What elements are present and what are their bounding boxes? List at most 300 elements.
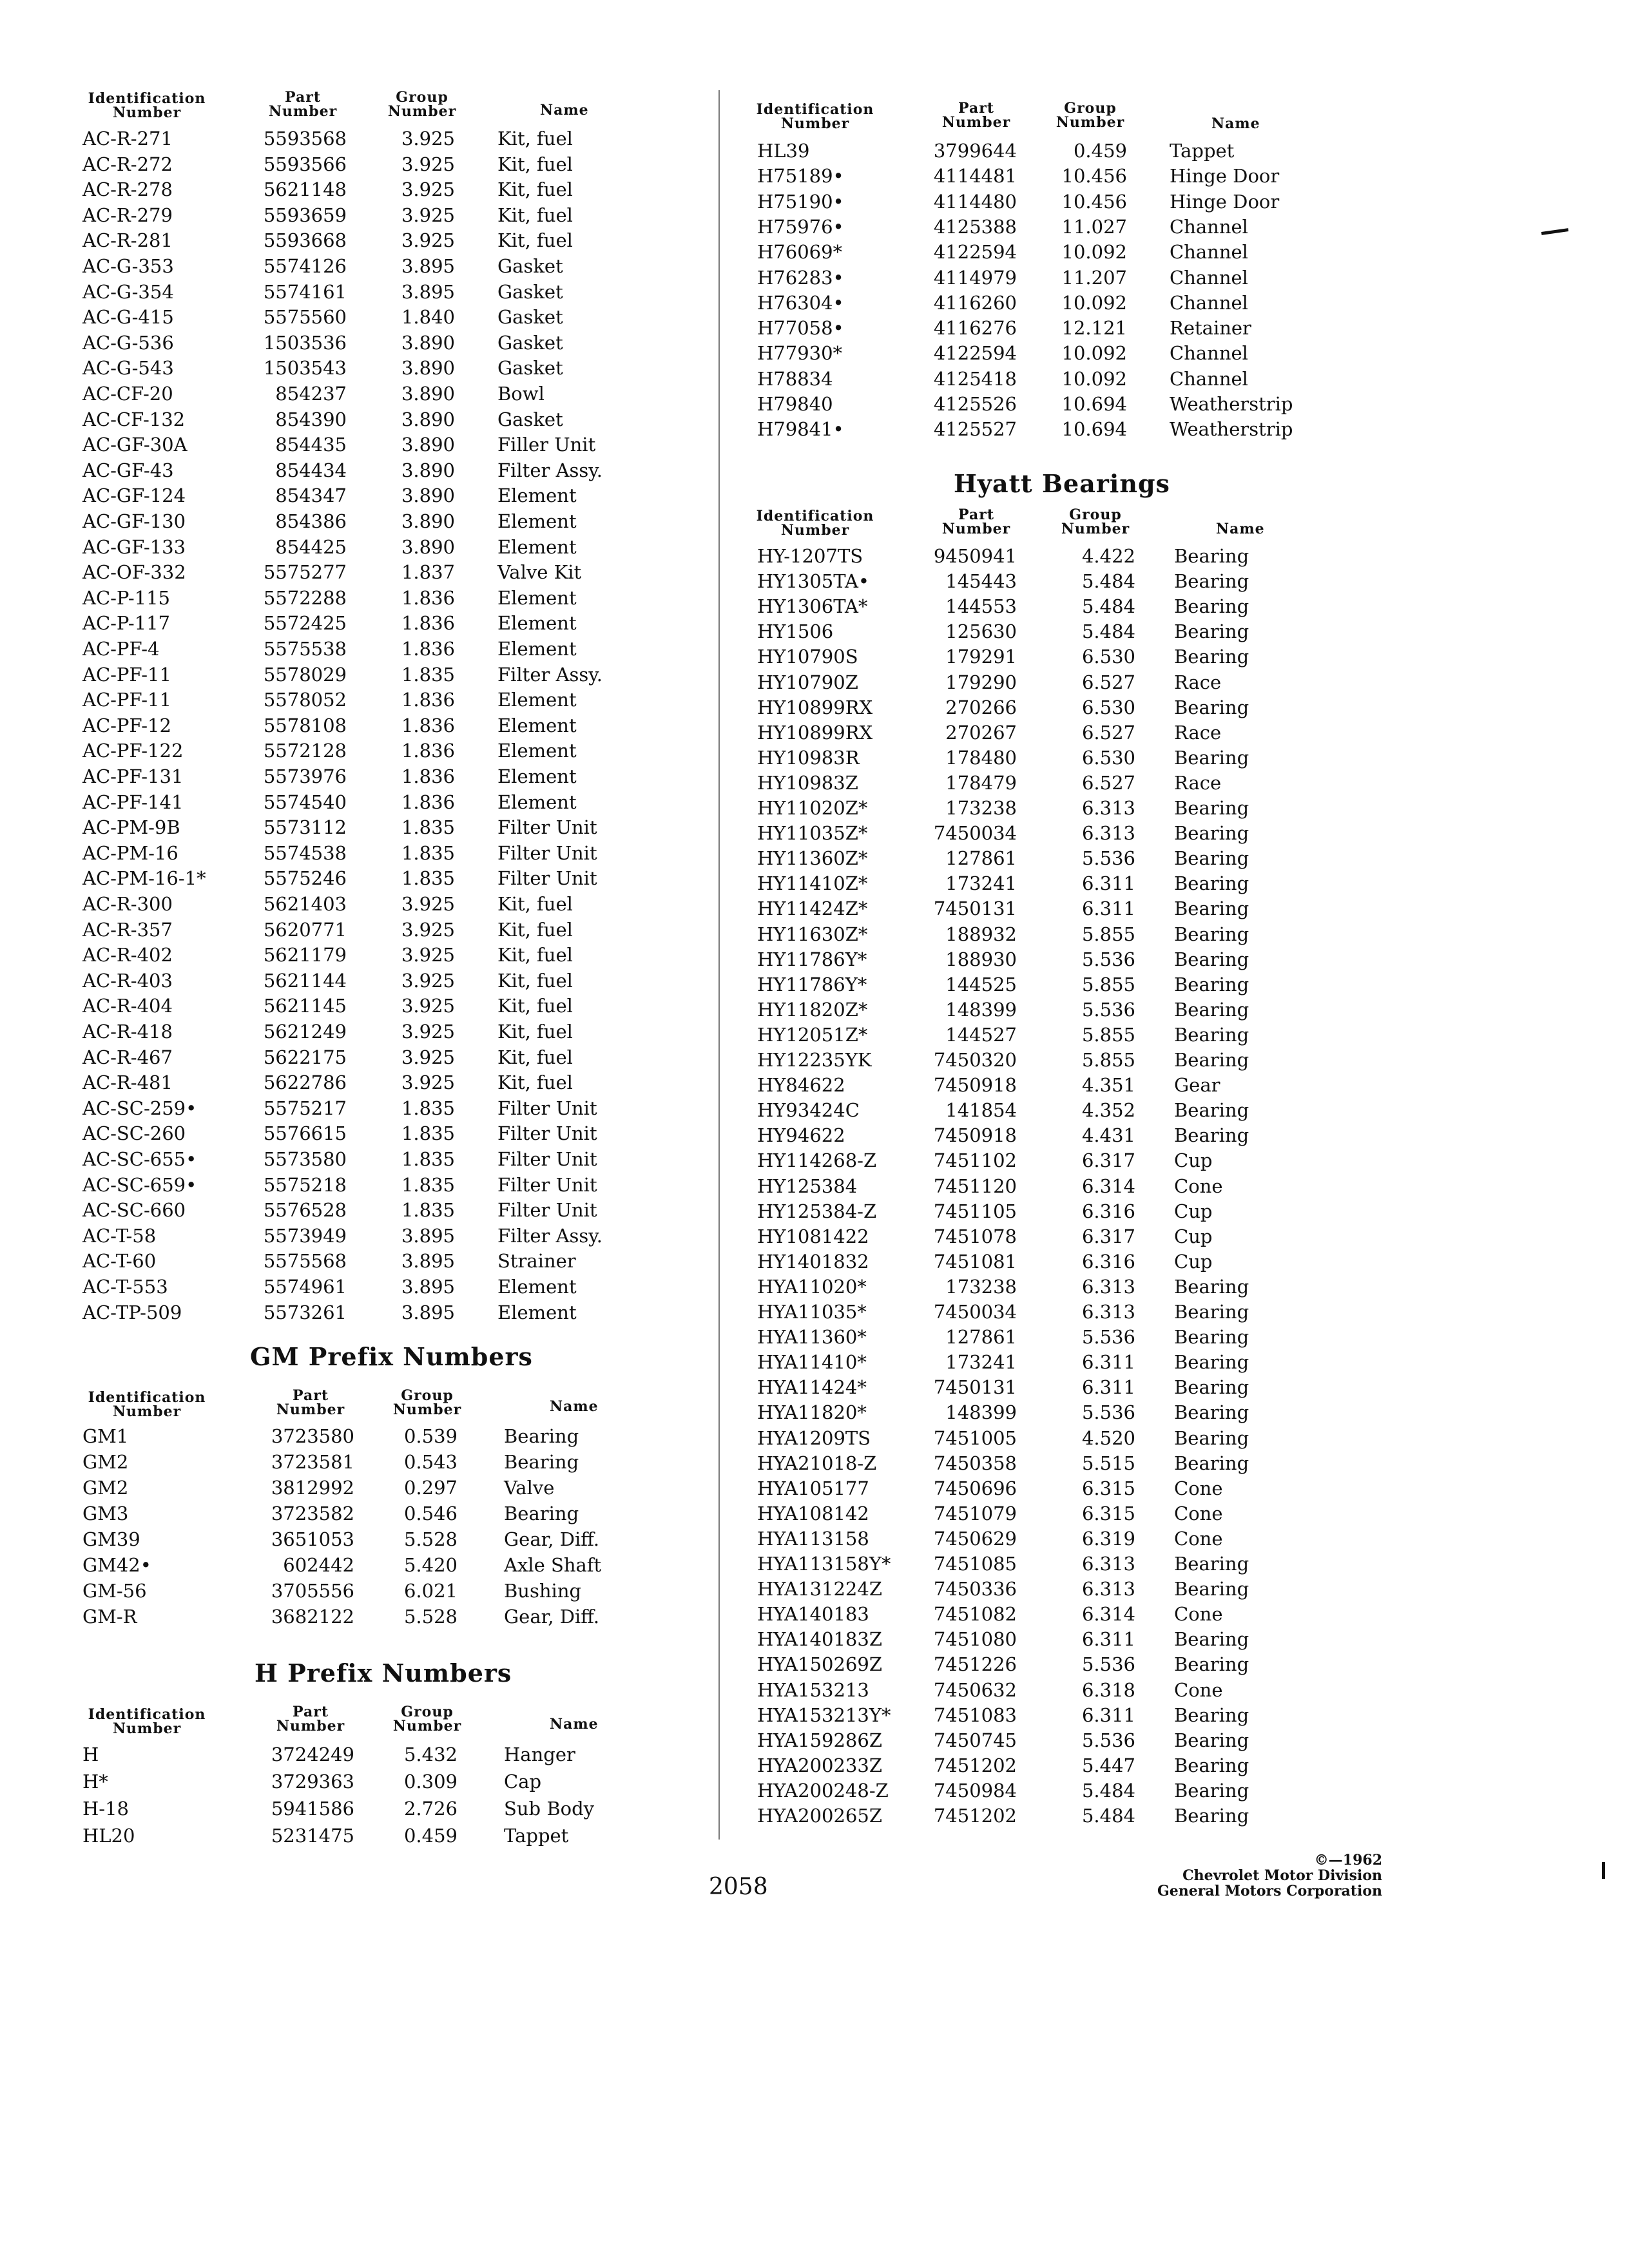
cell-group: 1.835 <box>401 1173 455 1196</box>
cell-part: 5575568 <box>263 1250 347 1273</box>
cell-name: Cone <box>1174 1477 1223 1499</box>
table-row <box>741 796 1385 820</box>
cell-group: 3.890 <box>401 357 455 380</box>
cell-group: 0.309 <box>403 1771 458 1792</box>
cell-name: Bearing <box>1174 545 1249 567</box>
cell-name: Element <box>497 765 577 787</box>
cell-group: 5.536 <box>1081 1729 1135 1751</box>
cell-id: AC-R-403 <box>82 969 173 992</box>
cell-id: HY10899RX <box>757 721 873 744</box>
cell-group: 6.021 <box>403 1580 458 1602</box>
cell-name: Filter Unit <box>497 1097 597 1119</box>
cell-group: 3.895 <box>401 1276 455 1298</box>
cell-name: Bearing <box>1174 1754 1249 1776</box>
table-row <box>0 1070 644 1095</box>
cell-name: Retainer <box>1170 317 1251 340</box>
cell-name: Filter Unit <box>497 1148 597 1170</box>
cell-group: 5.484 <box>1081 1779 1135 1802</box>
cell-group: 6.313 <box>1081 1553 1135 1575</box>
table-row <box>0 790 644 814</box>
table-row <box>741 1577 1385 1601</box>
cell-group: 10.694 <box>1061 418 1127 441</box>
cell-name: Bushing <box>504 1580 582 1602</box>
cell-name: Weatherstrip <box>1170 418 1293 441</box>
cell-group: 12.121 <box>1061 317 1127 340</box>
cell-name: Bearing <box>1174 1351 1249 1374</box>
cell-name: Kit, fuel <box>497 1046 573 1068</box>
table-row <box>741 846 1385 870</box>
cell-part: 5578029 <box>263 663 347 686</box>
cell-group: 6.316 <box>1081 1200 1135 1222</box>
cell-id: HY93424C <box>757 1099 860 1122</box>
cell-id: H76069* <box>757 241 843 264</box>
cell-id: HY11020Z* <box>757 797 868 819</box>
cell-group: 5.536 <box>1081 1401 1135 1424</box>
cell-group: 1.835 <box>401 867 455 890</box>
cell-part: 3723580 <box>271 1425 354 1447</box>
cell-id: HYA153213 <box>757 1678 869 1701</box>
header-name: Name <box>1216 521 1265 537</box>
cell-name: Channel <box>1170 367 1248 390</box>
cell-group: 1.836 <box>401 791 455 813</box>
cell-group: 5.855 <box>1081 1049 1135 1071</box>
cell-part: 5593668 <box>263 229 347 252</box>
table-row <box>0 254 644 278</box>
cell-part: 141854 <box>945 1099 1017 1122</box>
cell-name: Bearing <box>1174 1099 1249 1122</box>
cell-id: AC-PF-12 <box>82 714 171 736</box>
cell-name: Gasket <box>497 280 563 303</box>
table-row <box>0 1475 644 1500</box>
table-row <box>0 586 644 610</box>
cell-part: 5621145 <box>263 995 347 1017</box>
cell-part: 270267 <box>945 721 1017 744</box>
cell-name: Bearing <box>1174 822 1249 845</box>
cell-id: HY1305TA• <box>757 570 870 593</box>
cell-name: Bearing <box>1174 1553 1249 1575</box>
cell-id: HYA200248-Z <box>757 1779 889 1802</box>
cell-group: 3.925 <box>401 1021 455 1043</box>
cell-name: Bearing <box>1174 1578 1249 1600</box>
cell-id: HY11035Z* <box>757 822 868 845</box>
table-row <box>0 535 644 559</box>
cell-id: HYA140183Z <box>757 1628 882 1651</box>
cell-id: AC-PM-9B <box>82 816 180 839</box>
cell-group: 5.420 <box>403 1554 458 1576</box>
cell-group: 3.925 <box>401 893 455 915</box>
cell-group: 6.314 <box>1081 1175 1135 1197</box>
cell-group: 3.895 <box>401 280 455 303</box>
table-row <box>0 687 644 712</box>
cell-group: 1.840 <box>401 306 455 329</box>
cell-id: AC-R-467 <box>82 1046 173 1068</box>
header-name: Name <box>550 1716 599 1733</box>
cell-part: 5574538 <box>263 841 347 864</box>
cell-part: 5573261 <box>263 1301 347 1323</box>
cell-part: 173238 <box>945 797 1017 819</box>
table-row <box>0 509 644 533</box>
cell-name: Bearing <box>1174 1628 1249 1651</box>
cell-id: HYA153213Y* <box>757 1704 891 1726</box>
cell-part: 3682122 <box>271 1606 354 1628</box>
table-row <box>741 1174 1385 1198</box>
cell-part: 5575217 <box>263 1097 347 1119</box>
cell-id: HY84622 <box>757 1074 845 1097</box>
cell-name: Cup <box>1174 1200 1213 1222</box>
table-row <box>0 994 644 1018</box>
cell-part: 5576615 <box>263 1122 347 1145</box>
cell-group: 5.536 <box>1081 998 1135 1021</box>
cell-id: HY12235YK <box>757 1049 872 1071</box>
cell-group: 4.352 <box>1081 1099 1135 1122</box>
cell-group: 6.313 <box>1081 822 1135 845</box>
table-row <box>0 918 644 942</box>
table-row <box>0 815 644 840</box>
cell-id: HL20 <box>82 1825 135 1847</box>
cell-group: 1.836 <box>401 689 455 711</box>
cell-name: Bearing <box>1174 1049 1249 1071</box>
cell-name: Cone <box>1174 1678 1223 1701</box>
section-title-gm: GM Prefix Numbers <box>250 1342 533 1371</box>
cell-part: 5573949 <box>263 1224 347 1247</box>
cell-part: 144553 <box>945 595 1017 618</box>
cell-part: 7450696 <box>933 1477 1017 1499</box>
copyright-line: ©—1962 <box>1314 1852 1382 1869</box>
cell-group: 10.092 <box>1061 367 1127 390</box>
table-row <box>741 1451 1385 1475</box>
header-identification: Identification Number <box>756 101 874 132</box>
cell-group: 5.528 <box>403 1606 458 1628</box>
cell-name: Cap <box>504 1771 542 1792</box>
table-row <box>0 1300 644 1325</box>
cell-id: HY11786Y* <box>757 948 867 970</box>
table-row <box>741 594 1385 619</box>
table-row <box>741 1501 1385 1526</box>
table-row <box>0 1173 644 1197</box>
cell-group: 1.835 <box>401 663 455 686</box>
cell-id: GM-56 <box>82 1580 147 1602</box>
cell-id: AC-PF-122 <box>82 740 184 762</box>
cell-name: Bearing <box>1174 998 1249 1021</box>
cell-name: Kit, fuel <box>497 204 573 226</box>
cell-name: Channel <box>1170 215 1248 238</box>
cell-name: Bearing <box>1174 620 1249 643</box>
cell-group: 6.319 <box>1081 1527 1135 1550</box>
cell-id: H75976• <box>757 215 844 238</box>
table-row <box>0 356 644 380</box>
table-row <box>741 341 1385 365</box>
cell-id: HY12051Z* <box>757 1023 868 1046</box>
table-row <box>741 139 1385 163</box>
cell-name: Element <box>497 1301 577 1323</box>
cell-id: HYA11020* <box>757 1275 867 1298</box>
cell-name: Hanger <box>504 1744 575 1765</box>
table-row <box>0 560 644 584</box>
cell-name: Gear, Diff. <box>504 1606 600 1628</box>
cell-part: 1503536 <box>263 331 347 354</box>
cell-name: Bearing <box>1174 948 1249 970</box>
table-row <box>741 1274 1385 1299</box>
table-row <box>0 305 644 329</box>
cell-group: 11.207 <box>1061 266 1127 289</box>
cell-name: Cone <box>1174 1527 1223 1550</box>
cell-id: GM3 <box>82 1503 129 1524</box>
cell-group: 3.925 <box>401 918 455 941</box>
table-row <box>741 1148 1385 1173</box>
cell-id: HYA140183 <box>757 1603 869 1626</box>
cell-group: 3.890 <box>401 485 455 507</box>
cell-name: Gasket <box>497 331 563 354</box>
cell-part: 173241 <box>945 1351 1017 1374</box>
cell-id: AC-TP-509 <box>82 1301 182 1323</box>
cell-name: Bearing <box>1174 872 1249 895</box>
cell-group: 6.311 <box>1081 1351 1135 1374</box>
cell-name: Channel <box>1170 241 1248 264</box>
cell-group: 6.313 <box>1081 797 1135 819</box>
table-row <box>741 619 1385 644</box>
cell-group: 1.835 <box>401 1199 455 1222</box>
table-row <box>741 189 1385 214</box>
cell-part: 5621148 <box>263 178 347 201</box>
division-line: Chevrolet Motor Division <box>1182 1867 1382 1884</box>
cell-id: HYA105177 <box>757 1477 869 1499</box>
cell-name: Element <box>497 612 577 635</box>
cell-name: Cone <box>1174 1502 1223 1524</box>
cell-group: 6.527 <box>1081 671 1135 693</box>
table-row <box>741 1476 1385 1501</box>
cell-part: 7450632 <box>933 1678 1017 1701</box>
cell-part: 7451078 <box>933 1225 1017 1247</box>
cell-part: 854237 <box>275 383 347 405</box>
cell-part: 4125527 <box>933 418 1017 441</box>
cell-id: H76283• <box>757 266 844 289</box>
cell-group: 5.447 <box>1081 1754 1135 1776</box>
cell-name: Hinge Door <box>1170 190 1280 213</box>
cell-part: 5620771 <box>263 918 347 941</box>
table-row <box>741 695 1385 720</box>
cell-name: Race <box>1174 671 1222 693</box>
table-row <box>0 1249 644 1273</box>
table-row <box>0 1579 644 1603</box>
cell-id: H <box>82 1744 99 1765</box>
cell-name: Bearing <box>1174 1023 1249 1046</box>
cell-id: GM2 <box>82 1451 129 1473</box>
cell-name: Element <box>497 485 577 507</box>
cell-name: Bearing <box>1174 1376 1249 1399</box>
cell-id: HYA113158 <box>757 1527 869 1550</box>
table-row <box>0 432 644 457</box>
cell-id: HYA131224Z <box>757 1578 882 1600</box>
cell-name: Bearing <box>1174 1275 1249 1298</box>
cell-group: 6.530 <box>1081 646 1135 668</box>
cell-part: 144527 <box>945 1023 1017 1046</box>
cell-part: 173241 <box>945 872 1017 895</box>
table-row <box>0 203 644 227</box>
table-row <box>741 972 1385 997</box>
cell-id: AC-P-115 <box>82 586 171 609</box>
cell-part: 4122594 <box>933 241 1017 264</box>
cell-name: Cone <box>1174 1175 1223 1197</box>
cell-group: 3.895 <box>401 255 455 277</box>
cell-id: HYA11820* <box>757 1401 867 1424</box>
cell-name: Gasket <box>497 408 563 430</box>
table-row <box>0 943 644 967</box>
cell-part: 5574961 <box>263 1276 347 1298</box>
column-divider <box>718 90 720 1840</box>
table-row <box>0 228 644 253</box>
cell-id: H77930* <box>757 342 843 365</box>
table-row <box>0 280 644 304</box>
cell-part: 7451105 <box>933 1200 1017 1222</box>
table-row <box>741 997 1385 1022</box>
cell-part: 7451081 <box>933 1250 1017 1273</box>
table-row <box>741 215 1385 239</box>
table-row <box>0 407 644 432</box>
header-identification: Identification Number <box>756 508 874 539</box>
header-name: Name <box>540 102 589 119</box>
cell-id: AC-R-404 <box>82 995 173 1017</box>
table-row <box>0 1424 644 1448</box>
cell-id: AC-GF-43 <box>82 459 174 481</box>
cell-name: Bearing <box>1174 1326 1249 1349</box>
cell-part: 5578052 <box>263 689 347 711</box>
cell-group: 4.351 <box>1081 1074 1135 1097</box>
table-row <box>0 331 644 355</box>
cell-id: AC-T-553 <box>82 1276 168 1298</box>
cell-group: 0.543 <box>403 1451 458 1473</box>
cell-part: 3705556 <box>271 1580 354 1602</box>
table-row <box>0 1274 644 1299</box>
cell-id: HY11786Y* <box>757 973 867 995</box>
cell-name: Filter Unit <box>497 1173 597 1196</box>
header-name: Name <box>1211 115 1260 132</box>
cell-part: 179291 <box>945 646 1017 668</box>
cell-id: AC-R-357 <box>82 918 173 941</box>
table-row <box>0 1450 644 1474</box>
table-row <box>741 316 1385 340</box>
table-row <box>741 771 1385 795</box>
cell-id: AC-CF-20 <box>82 383 173 405</box>
table-row <box>741 367 1385 391</box>
cell-name: Kit, fuel <box>497 944 573 966</box>
cell-part: 7451082 <box>933 1603 1017 1626</box>
cell-group: 5.432 <box>403 1744 458 1765</box>
table-row <box>0 1019 644 1044</box>
cell-name: Channel <box>1170 291 1248 314</box>
cell-id: HYA1209TS <box>757 1427 871 1449</box>
cell-group: 3.925 <box>401 969 455 992</box>
table-row <box>741 896 1385 921</box>
cell-group: 3.890 <box>401 459 455 481</box>
cell-part: 5574540 <box>263 791 347 813</box>
cell-name: Element <box>497 535 577 558</box>
cell-part: 7451085 <box>933 1553 1017 1575</box>
cell-group: 5.484 <box>1081 620 1135 643</box>
cell-part: 3724249 <box>271 1744 354 1765</box>
cell-group: 11.027 <box>1061 215 1127 238</box>
cell-group: 3.890 <box>401 535 455 558</box>
cell-group: 6.530 <box>1081 746 1135 769</box>
cell-part: 148399 <box>945 998 1017 1021</box>
cell-id: AC-PF-141 <box>82 791 184 813</box>
cell-group: 3.890 <box>401 434 455 456</box>
cell-group: 10.092 <box>1061 342 1127 365</box>
cell-name: Element <box>497 586 577 609</box>
cell-name: Bearing <box>1174 570 1249 593</box>
header-group: Group Number <box>1055 100 1125 131</box>
table-row <box>741 1023 1385 1047</box>
cell-part: 5574126 <box>263 255 347 277</box>
table-row <box>0 662 644 687</box>
cell-id: AC-R-418 <box>82 1021 173 1043</box>
cell-part: 4125526 <box>933 393 1017 415</box>
cell-part: 188932 <box>945 923 1017 945</box>
cell-id: GM1 <box>82 1425 129 1447</box>
cell-name: Bearing <box>1174 1805 1249 1827</box>
cell-group: 6.313 <box>1081 1275 1135 1298</box>
section-title-hyatt: Hyatt Bearings <box>954 469 1170 498</box>
cell-id: AC-R-281 <box>82 229 173 252</box>
cell-group: 3.925 <box>401 944 455 966</box>
cell-id: AC-PF-4 <box>82 638 160 660</box>
cell-name: Sub Body <box>504 1798 595 1820</box>
header-identification: Identification Number <box>88 90 206 121</box>
cell-part: 5622175 <box>263 1046 347 1068</box>
table-row <box>741 1602 1385 1626</box>
cell-name: Bearing <box>1174 746 1249 769</box>
cell-id: AC-G-536 <box>82 331 174 354</box>
cell-part: 270266 <box>945 696 1017 718</box>
cell-name: Bearing <box>504 1503 579 1524</box>
cell-id: HY10983Z <box>757 771 858 794</box>
cell-id: HY114268-Z <box>757 1149 877 1172</box>
cell-name: Bearing <box>1174 1779 1249 1802</box>
cell-name: Gear, Diff. <box>504 1528 600 1550</box>
cell-part: 7450984 <box>933 1779 1017 1802</box>
header-group: Group Number <box>392 1387 462 1418</box>
cell-group: 10.456 <box>1061 165 1127 187</box>
table-row <box>0 126 644 151</box>
cell-group: 10.092 <box>1061 291 1127 314</box>
margin-mark <box>1602 1862 1605 1879</box>
cell-id: HYA113158Y* <box>757 1553 891 1575</box>
cell-id: AC-PF-11 <box>82 689 171 711</box>
cell-group: 3.895 <box>401 1250 455 1273</box>
cell-group: 5.484 <box>1081 595 1135 618</box>
cell-group: 3.890 <box>401 331 455 354</box>
table-row <box>741 1224 1385 1249</box>
cell-part: 7450336 <box>933 1578 1017 1600</box>
cell-part: 5575538 <box>263 638 347 660</box>
cell-part: 7451083 <box>933 1704 1017 1726</box>
cell-group: 1.836 <box>401 714 455 736</box>
cell-group: 1.835 <box>401 1148 455 1170</box>
cell-part: 5576528 <box>263 1199 347 1222</box>
cell-name: Kit, fuel <box>497 1021 573 1043</box>
cell-part: 3729363 <box>271 1771 354 1792</box>
cell-group: 6.317 <box>1081 1149 1135 1172</box>
cell-group: 3.925 <box>401 995 455 1017</box>
cell-id: HYA200265Z <box>757 1805 882 1827</box>
cell-group: 1.836 <box>401 612 455 635</box>
cell-name: Channel <box>1170 342 1248 365</box>
cell-id: AC-G-353 <box>82 255 174 277</box>
table-row <box>741 644 1385 669</box>
cell-group: 0.459 <box>1073 140 1127 162</box>
cell-part: 3723581 <box>271 1451 354 1473</box>
table-row <box>741 417 1385 441</box>
cell-part: 148399 <box>945 1401 1017 1424</box>
